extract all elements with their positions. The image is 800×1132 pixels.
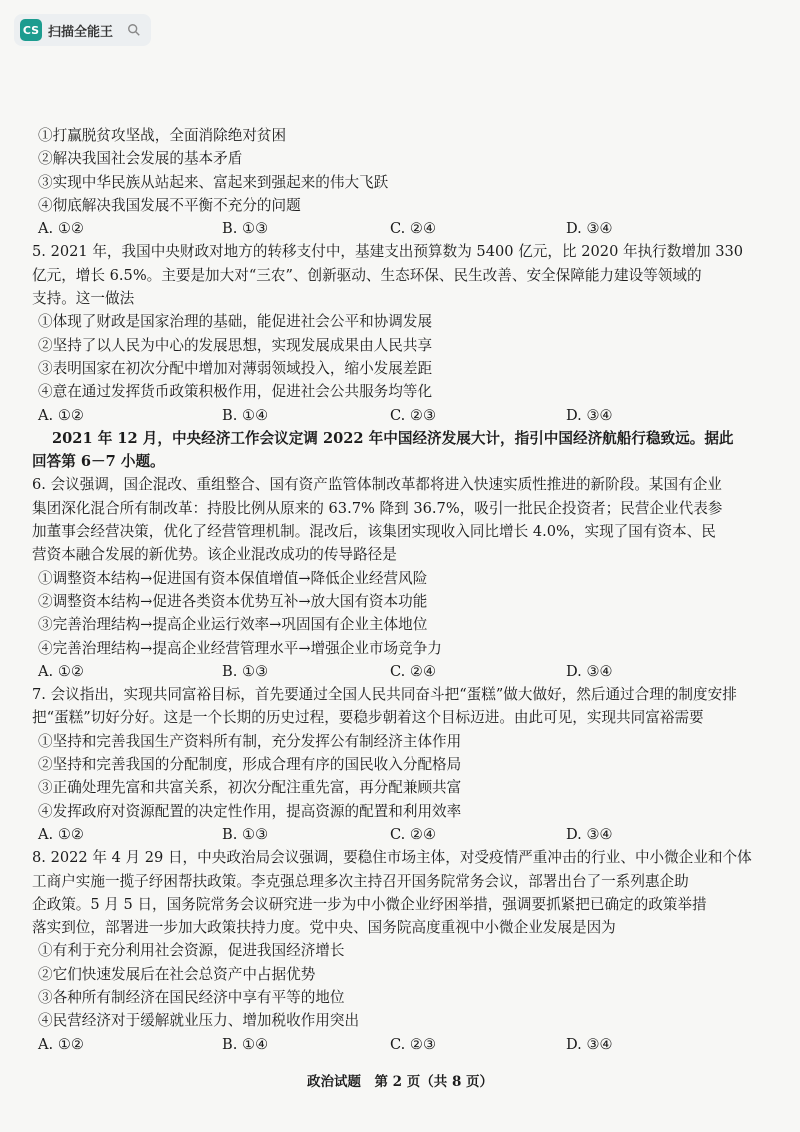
- option-line: ②坚持了以人民为中心的发展思想，实现发展成果由人民共享: [38, 336, 433, 354]
- option-line: ④彻底解决我国发展不平衡不充分的问题: [38, 196, 301, 214]
- camscanner-logo: CS: [20, 19, 42, 41]
- option-line: ④发挥政府对资源配置的决定性作用，提高资源的配置和利用效率: [38, 802, 462, 820]
- answer-choices: [32, 660, 768, 683]
- stem-line: 落实到位，部署进一步加大政策扶持力度。党中央、国务院高度重视中小微企业发展是因为: [32, 919, 616, 937]
- choice-b: B. ①③: [222, 825, 269, 843]
- scanner-app-badge[interactable]: [14, 14, 151, 46]
- choice-a: A. ①②: [38, 220, 84, 238]
- stem-line: 亿元，增长 6.5%。主要是加大对“三农”、创新驱动、生态环保、民生改善、安全保障能力建设等领域的: [32, 266, 702, 284]
- material-intro: [32, 427, 768, 474]
- choice-a: A. ①②: [38, 1035, 84, 1053]
- choice-d: D. ③④: [566, 1035, 613, 1053]
- exam-page: [32, 124, 768, 1056]
- choice-a: A. ①②: [38, 825, 84, 843]
- option-line: ④完善治理结构→提高企业经营管理水平→增强企业市场竞争力: [38, 639, 442, 657]
- choice-a: A. ①②: [38, 662, 84, 680]
- choice-c: C. ②④: [390, 662, 437, 680]
- option-line: ①坚持和完善我国生产资料所有制，充分发挥公有制经济主体作用: [38, 732, 462, 750]
- option-line: ①打赢脱贫攻坚战，全面消除绝对贫困: [38, 127, 287, 144]
- option-line: ④民营经济对于缓解就业压力、增加税收作用突出: [38, 1012, 360, 1030]
- option-line: ③正确处理先富和共富关系，初次分配注重先富，再分配兼顾共富: [38, 779, 462, 797]
- option-line: ①有利于充分利用社会资源，促进我国经济增长: [38, 942, 345, 960]
- option-line: ②调整资本结构→促进各类资本优势互补→放大国有资本功能: [38, 592, 428, 610]
- stem-line: 把“蛋糕”切好分好。这是一个长期的历史过程，要稳步朝着这个目标迈进。由此可见，实现共同富裕需要: [32, 709, 704, 727]
- choice-d: D. ③④: [566, 662, 613, 680]
- choice-d: D. ③④: [566, 406, 613, 424]
- option-line: ③表明国家在初次分配中增加对薄弱领域投入，缩小发展差距: [38, 359, 433, 377]
- question-5: [32, 240, 768, 426]
- choice-b: B. ①③: [222, 220, 269, 238]
- question-8: [32, 846, 768, 1056]
- material-line: 2021 年 12 月，中央经济工作会议定调 2022 年中国经济发展大计，指引中国经济航船行稳致远。据此: [52, 429, 734, 447]
- choice-c: C. ②④: [390, 825, 437, 843]
- stem-line: 营资本融合发展的新优势。该企业混改成功的传导路径是: [32, 546, 397, 564]
- option-line: ②解决我国社会发展的基本矛盾: [38, 150, 243, 168]
- choice-b: B. ①③: [222, 662, 269, 680]
- stem-line: 支持。这一做法: [32, 290, 135, 308]
- option-line: ②它们快速发展后在社会总资产中占据优势: [38, 965, 316, 983]
- answer-choices: [32, 823, 768, 846]
- option-line: ③完善治理结构→提高企业运行效率→巩固国有企业主体地位: [38, 616, 428, 634]
- app-name: 扫描全能王: [48, 24, 114, 40]
- option-line: ④意在通过发挥货币政策积极作用，促进社会公共服务均等化: [38, 383, 433, 401]
- material-line: 回答第 6－7 小题。: [32, 453, 165, 471]
- choice-c: C. ②③: [390, 1035, 437, 1053]
- option-line: ①调整资本结构→促进国有资本保值增值→降低企业经营风险: [38, 569, 428, 587]
- option-line: ③各种所有制经济在国民经济中享有平等的地位: [38, 988, 345, 1006]
- option-line: ③实现中华民族从站起来、富起来到强起来的伟大飞跃: [38, 173, 389, 191]
- choice-d: D. ③④: [566, 220, 613, 238]
- search-icon[interactable]: [127, 23, 141, 37]
- stem-line: 工商户实施一揽子纾困帮扶政策。李克强总理多次主持召开国务院常务会议，部署出台了一系列惠企助: [32, 872, 689, 890]
- choice-d: D. ③④: [566, 825, 613, 843]
- stem-line: 7. 会议指出，实现共同富裕目标，首先要通过全国人民共同奋斗把“蛋糕”做大做好，然后通过合理的制度安排: [32, 686, 737, 704]
- stem-line: 加董事会经营决策，优化了经营管理机制。混改后，该集团实现收入同比增长 4.0%，实现了国有资本、民: [32, 523, 716, 541]
- question-7: [32, 683, 768, 846]
- stem-line: 集团深化混合所有制改革：持股比例从原来的 63.7% 降到 36.7%，吸引一批民企投资者；民营企业代表参: [32, 499, 723, 517]
- stem-line: 企政策。5 月 5 日，国务院常务会议研究进一步为中小微企业纾困举措，强调要抓紧把已确定的政策举措: [32, 895, 707, 913]
- stem-line: 5. 2021 年，我国中央财政对地方的转移支付中，基建支出预算数为 5400 亿元，比 2020 年执行数增加 330: [32, 243, 744, 261]
- answer-choices: [32, 404, 768, 427]
- choice-b: B. ①④: [222, 1035, 269, 1053]
- option-line: ①体现了财政是国家治理的基础，能促进社会公平和协调发展: [38, 313, 433, 331]
- answer-choices: [32, 217, 768, 240]
- choice-c: C. ②③: [390, 406, 437, 424]
- option-line: ②坚持和完善我国的分配制度，形成合理有序的国民收入分配格局: [38, 756, 462, 774]
- stem-line: 8. 2022 年 4 月 29 日，中央政治局会议强调，要稳住市场主体，对受疫情严重冲击的行业、中小微企业和个体: [32, 849, 752, 867]
- choice-b: B. ①④: [222, 406, 269, 424]
- page-footer: 政治试题 第 2 页（共 8 页）: [306, 1074, 494, 1090]
- question-4-tail: [32, 124, 768, 240]
- question-6: [32, 473, 768, 683]
- choice-a: A. ①②: [38, 406, 84, 424]
- choice-c: C. ②④: [390, 220, 437, 238]
- stem-line: 6. 会议强调，国企混改、重组整合、国有资产监管体制改革都将进入快速实质性推进的新阶段。某国有企业: [32, 476, 722, 494]
- answer-choices: [32, 1033, 768, 1056]
